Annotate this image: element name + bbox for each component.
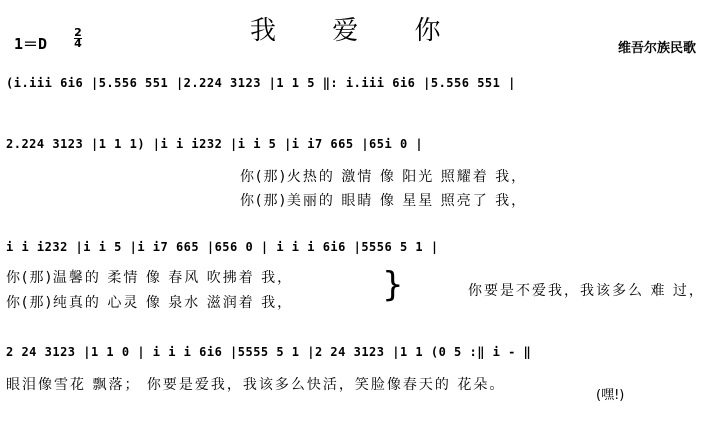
time-signature	[74, 28, 82, 49]
notation-line-3: i i i232 |i i 5 |i i7 665 |656 0 | i i i 6i6 |5556 5 1 |	[6, 240, 439, 254]
lyric-line-3b: 你(那)纯真的 心灵 像 泉水 滋润着 我，	[6, 295, 294, 311]
lyric-line-4: 眼泪像雪花 飘落； 你要是爱我，我该多么快活，笑脸像春天的 花朵。	[6, 377, 506, 393]
notation-line-2: 2.224 3123 |1 1 1) |i i i232 |i i 5 |i i7 665 |65i 0 |	[6, 137, 424, 151]
lyric-line-3-chorus: 你要是不爱我，我该多么 难 过，	[468, 283, 705, 299]
meter-top: 2	[74, 26, 82, 39]
lyric-line-3a: 你(那)温馨的 柔情 像 春风 吹拂着 我，	[6, 270, 294, 286]
key-signature: 1＝D	[14, 35, 48, 53]
song-origin: 维吾尔族民歌	[617, 41, 696, 56]
notation-line-4: 2 24 3123 |1 1 0 | i i i 6i6 |5555 5 1 |2 24 3123 |1 1 (0 5 :‖ i - ‖	[6, 345, 532, 359]
song-title: 我 爱 你	[250, 16, 465, 46]
meter-bottom: 4	[74, 37, 82, 50]
exclamation: (嘿!)	[596, 388, 625, 403]
notation-line-1: (i.iii 6i6 |5.556 551 |2.224 3123 |1 1 5 ‖: i.iii 6i6 |5.556 551 |	[6, 76, 516, 90]
lyric-brace: }	[382, 265, 404, 305]
lyric-line-2b: 你(那)美丽的 眼睛 像 星星 照亮了 我，	[240, 193, 528, 209]
lyric-line-2a: 你(那)火热的 激情 像 阳光 照耀着 我，	[240, 169, 528, 185]
